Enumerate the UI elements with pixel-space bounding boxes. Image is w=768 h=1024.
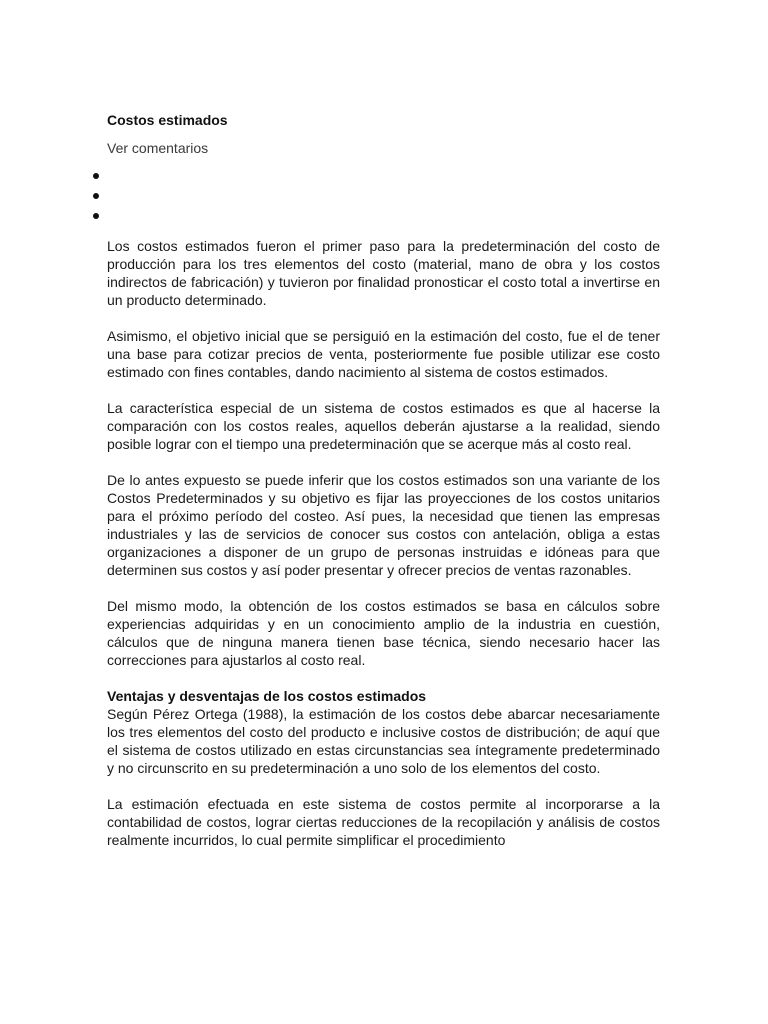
section-heading: Ventajas y desventajas de los costos estimados [107,688,427,704]
paragraph: Del mismo modo, la obtención de los costos estimados se basa en cálculos sobre experiencias adquiridas y en un conocimiento amplio de la industria en cuestión, cálculos que de ninguna manera tienen base técnica, siendo necesario hacer las correcciones para ajustarlos al costo real. [107,598,660,668]
bullet-icon [93,193,99,199]
paragraph: La característica especial de un sistema de costos estimados es que al hacerse la comparación con los costos reales, aquellos deberán ajustarse a la realidad, siendo posible lograr con el tiempo una predeterminación que se acerque más al costo real. [107,400,660,452]
article-title: Costos estimados [107,112,228,128]
article-body [107,237,660,849]
paragraph: La estimación efectuada en este sistema de costos permite al incorporarse a la contabilidad de costos, lograr ciertas reducciones de la recopilación y análisis de costos realmente incurridos, lo cual permite simplificar el procedimiento [107,796,660,848]
share-bullet-list [0,166,40,226]
paragraph: Los costos estimados fueron el primer paso para la predeterminación del costo de producción para los tres elementos del costo (material, mano de obra y los costos indirectos de fabricación) y tuvieron por finalidad pronosticar el costo total a invertirse en un producto determinado. [107,238,660,308]
share-bullet-item[interactable] [0,206,40,226]
view-comments-link[interactable]: Ver comentarios [107,140,209,156]
share-bullet-item[interactable] [0,166,40,186]
paragraph: Según Pérez Ortega (1988), la estimación de los costos debe abarcar necesariamente los tres elementos del costo del producto e inclusive costos de distribución; de aquí que el sistema de costos utilizado en estas circunstancias sea íntegramente predeterminado y no circunscrito en su predeterminación a uno solo de los elementos del costo. [107,706,660,776]
paragraph: De lo antes expuesto se puede inferir que los costos estimados son una variante de los Costos Predeterminados y su objetivo es fijar las proyecciones de los costos unitarios para el próximo período del costeo. Así pues, la necesidad que tienen las empresas industriales y las de servicios de conocer sus costos con antelación, obliga a estas organizaciones a disponer de un grupo de personas instruidas e idóneas para que determinen sus costos y así poder presentar y ofrecer precios de ventas razonables. [107,472,660,578]
share-bullet-item[interactable] [0,186,40,206]
paragraph: Asimismo, el objetivo inicial que se persiguió en la estimación del costo, fue el de tener una base para cotizar precios de venta, posteriormente fue posible utilizar ese costo estimado con fines contables, dando nacimiento al sistema de costos estimados. [107,328,660,380]
bullet-icon [93,213,99,219]
bullet-icon [93,173,99,179]
